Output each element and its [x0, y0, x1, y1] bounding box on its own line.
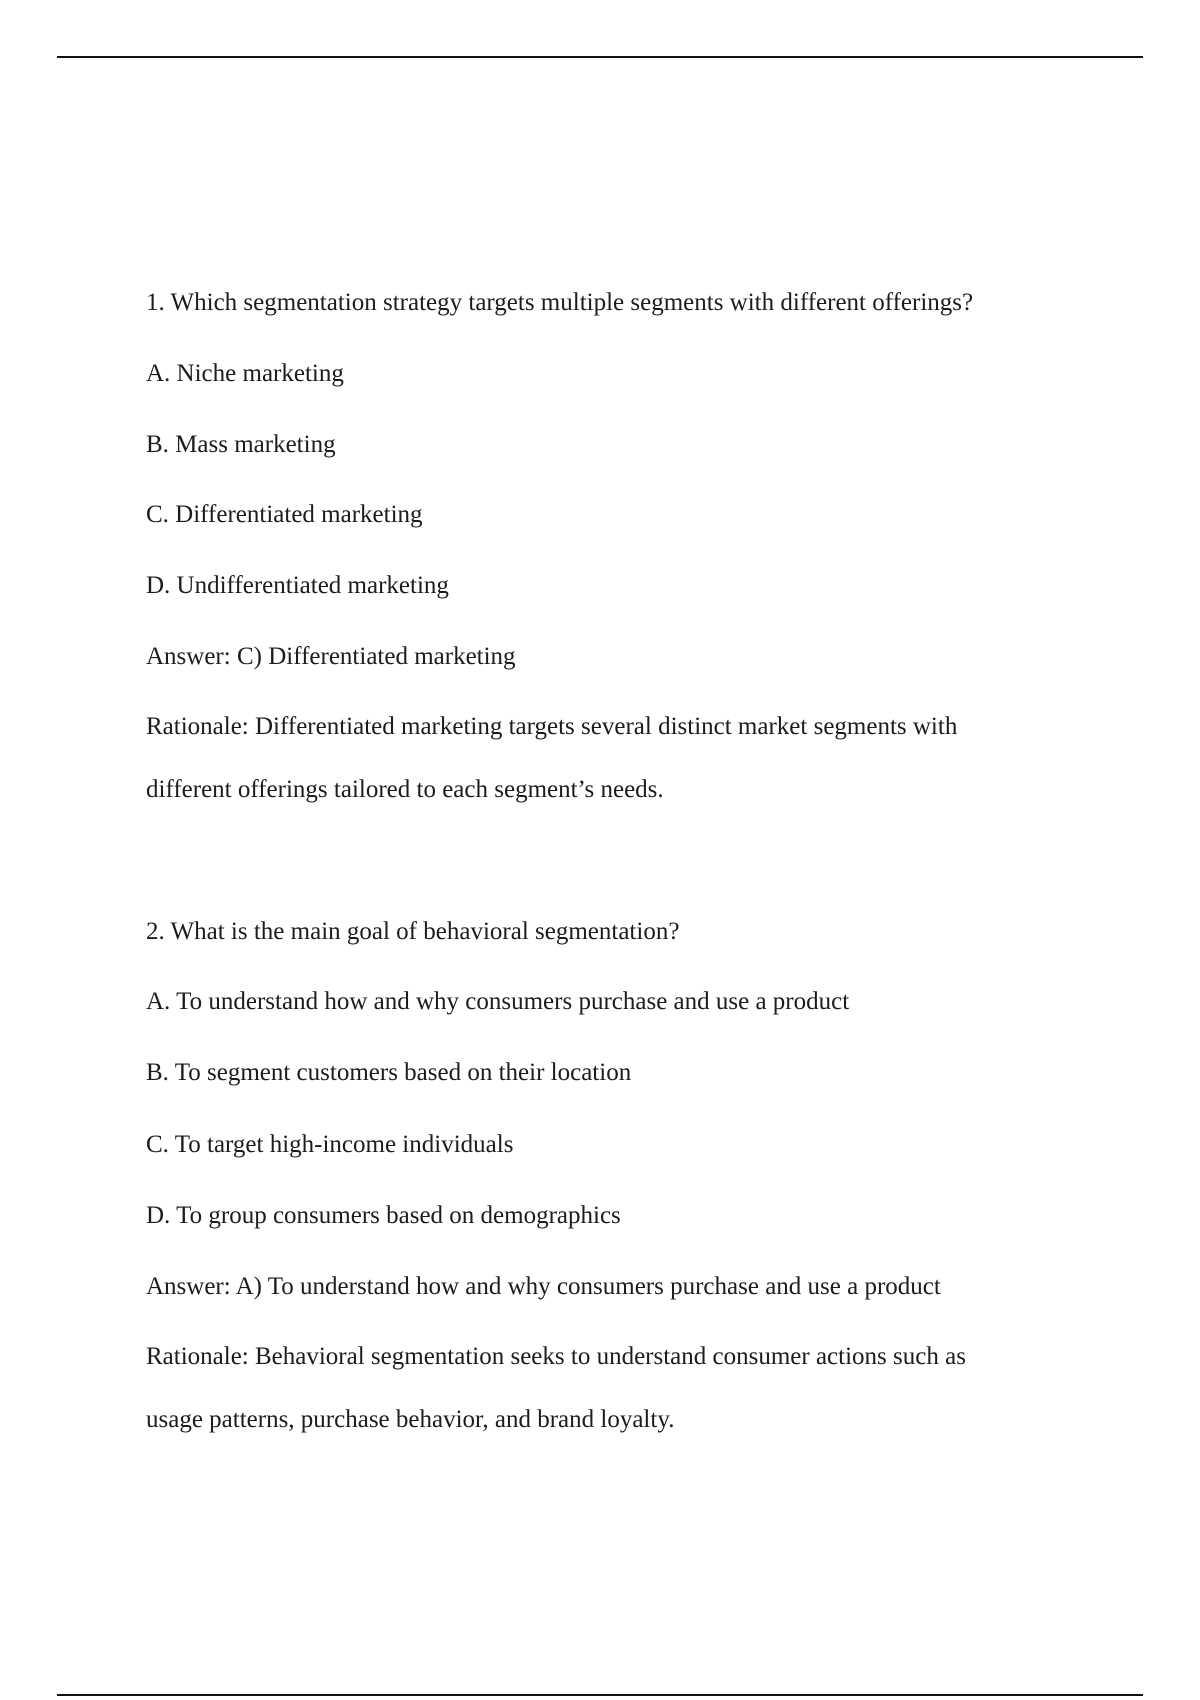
question-2-option-d: D. To group consumers based on demographics	[146, 1202, 621, 1229]
top-rule	[57, 56, 1143, 58]
question-2-option-b: B. To segment customers based on their location	[146, 1059, 632, 1086]
question-1-option-b: B. Mass marketing	[146, 431, 336, 458]
question-1-option-d: D. Undifferentiated marketing	[146, 572, 449, 599]
question-2-text: 2. What is the main goal of behavioral segmentation?	[146, 918, 680, 945]
question-1-rationale-line-1: Rationale: Differentiated marketing targets several distinct market segments with	[146, 713, 958, 740]
question-2-answer: Answer: A) To understand how and why consumers purchase and use a product	[146, 1273, 941, 1300]
question-2-option-c: C. To target high-income individuals	[146, 1131, 514, 1158]
bottom-rule	[57, 1694, 1143, 1696]
question-2-rationale-line-1: Rationale: Behavioral segmentation seeks to understand consumer actions such as	[146, 1343, 966, 1370]
question-1-option-a: A. Niche marketing	[146, 360, 344, 387]
question-2-option-a: A. To understand how and why consumers purchase and use a product	[146, 988, 850, 1015]
question-1-option-c: C. Differentiated marketing	[146, 501, 423, 528]
question-1-text: 1. Which segmentation strategy targets multiple segments with different offerings?	[146, 289, 974, 316]
question-2-rationale-line-2: usage patterns, purchase behavior, and brand loyalty.	[146, 1406, 675, 1433]
question-1-answer: Answer: C) Differentiated marketing	[146, 643, 516, 670]
question-1-rationale-line-2: different offerings tailored to each segment’s needs.	[146, 776, 664, 803]
